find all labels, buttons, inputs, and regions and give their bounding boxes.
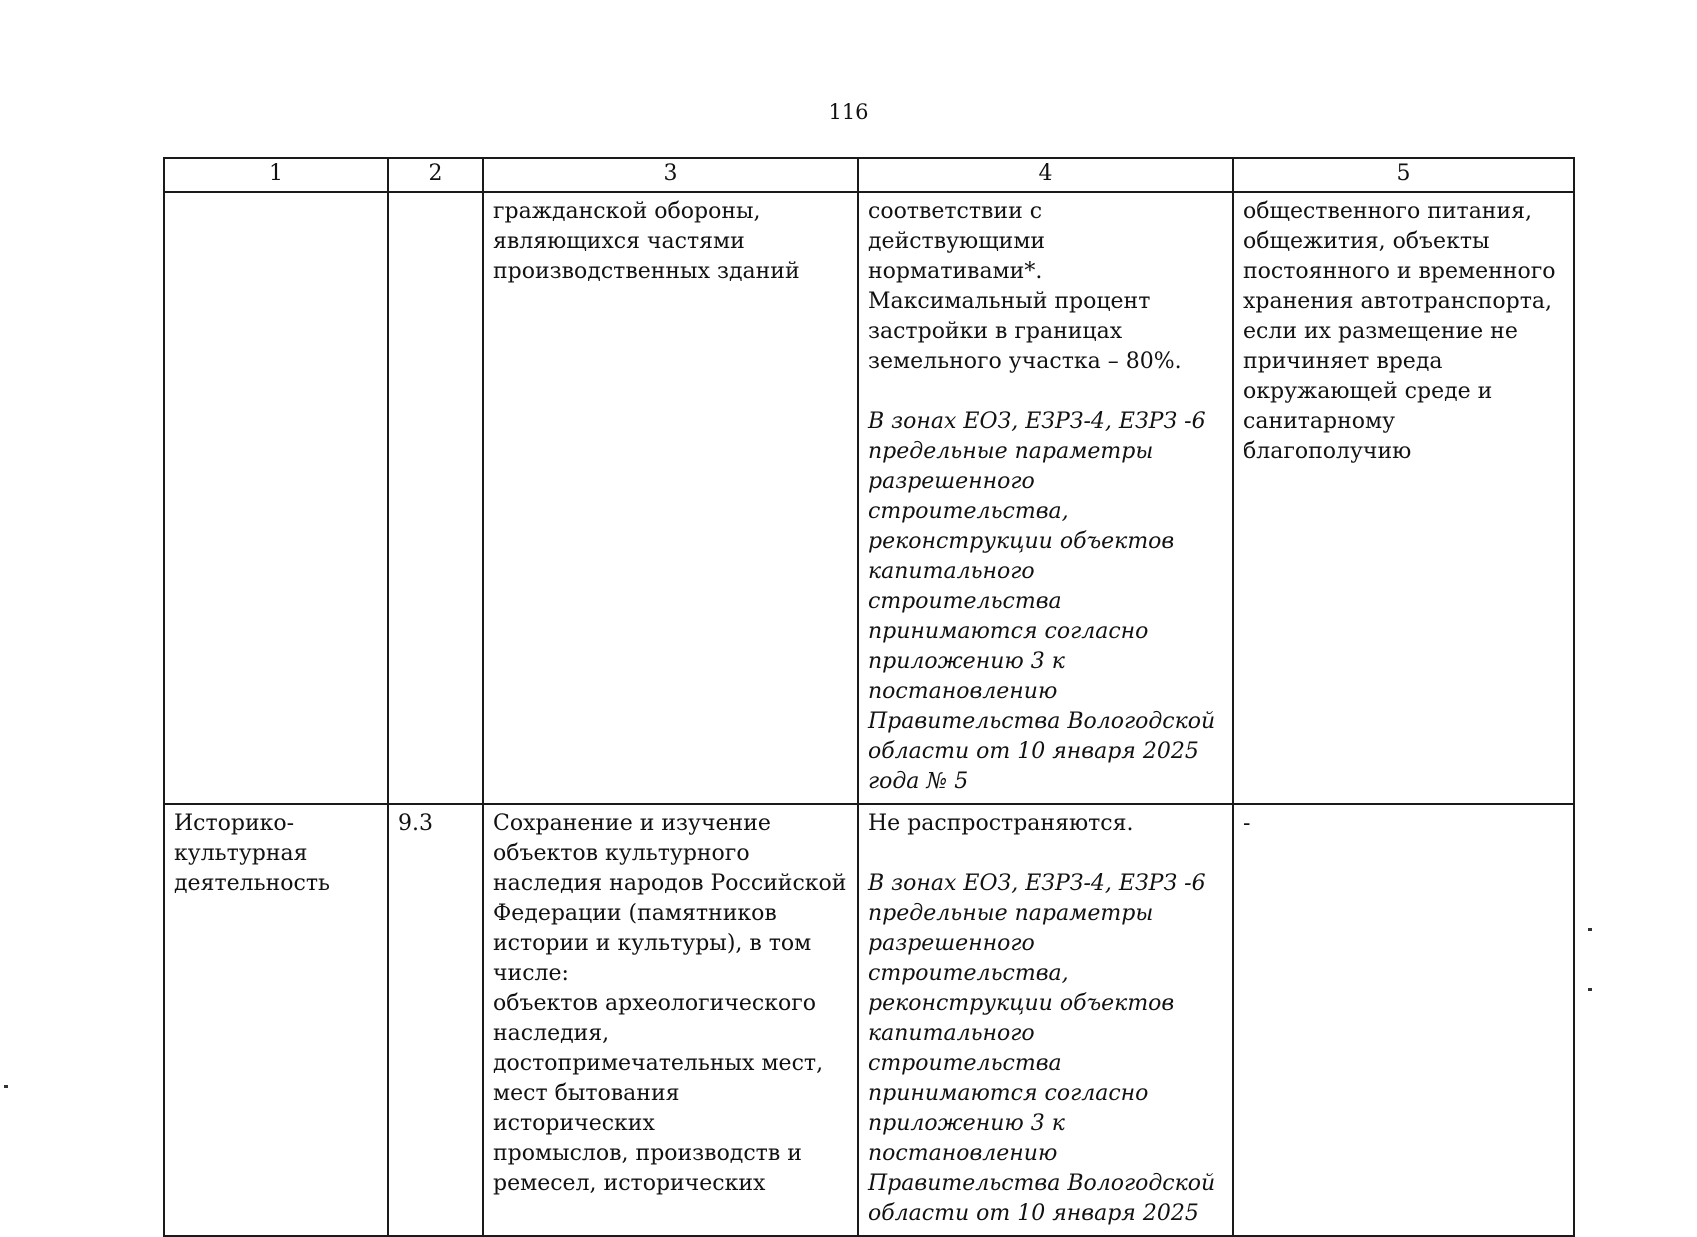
table-row (164, 192, 1574, 804)
row1-conditional-uses: общественного питания, общежития, объекты постоянного и временного хранения автотранспорта, если их размещение не причиняет вреда окружающей среде и санитарному благополучию (1243, 199, 1556, 464)
row2-use-name-cell (164, 804, 388, 1236)
regulations-table (163, 157, 1575, 1237)
paragraph-gap (868, 377, 1223, 407)
row2-use-name: Историко- культурная деятельность (174, 811, 330, 896)
row1-description: гражданской обороны, являющихся частями производственных зданий (493, 199, 800, 284)
row2-zone-parameters-note: В зонах ЕОЗ, ЕЗРЗ-4, ЕЗРЗ -6 предельные параметры разрешенного строительства, реконструкции объектов капитального строительства принимаются согласно приложению 3 к постановлению Правительства Вологодской области от 10 января 2025 (868, 871, 1216, 1226)
row2-description-cell (483, 804, 858, 1236)
row2-conditional-uses-cell (1233, 804, 1574, 1236)
column-header-1: 1 (164, 158, 388, 192)
row2-parameters-text: Не распространяются. (868, 811, 1134, 836)
table-row (164, 804, 1574, 1236)
column-header-2: 2 (388, 158, 483, 192)
row1-zone-parameters-note: В зонах ЕОЗ, ЕЗРЗ-4, ЕЗРЗ -6 предельные параметры разрешенного строительства, реконструкции объектов капитального строительства принимаются согласно приложению 3 к постановлению Правительства Вологодской области от 10 января 2025 года № 5 (868, 409, 1216, 794)
paragraph-gap (868, 839, 1223, 869)
row2-conditional-uses: - (1243, 811, 1251, 836)
row1-parameters-cell (858, 192, 1233, 804)
row2-parameters-cell (858, 804, 1233, 1236)
row2-code: 9.3 (398, 811, 433, 836)
row1-description-cell (483, 192, 858, 804)
row1-conditional-uses-cell (1233, 192, 1574, 804)
column-header-5: 5 (1233, 158, 1574, 192)
row1-code-cell (388, 192, 483, 804)
scan-dot (1588, 988, 1592, 991)
column-header-3: 3 (483, 158, 858, 192)
row1-parameters-text: соответствии с действующими нормативами*. Максимальный процент застройки в границах земельного участка – 80%. (868, 199, 1182, 374)
scan-dot (4, 1085, 8, 1088)
page-number: 116 (828, 100, 869, 124)
row2-code-cell (388, 804, 483, 1236)
row2-description: Сохранение и изучение объектов культурного наследия народов Российской Федерации (памятников истории и культуры), в том числе: объектов археологического наследия, достопримечательных мест, мест бытования исторических промыслов, производств и ремесел, исторических (493, 811, 847, 1196)
column-header-4: 4 (858, 158, 1233, 192)
table-header-row (164, 158, 1574, 192)
scan-dot (1588, 928, 1592, 931)
row1-use-name-cell (164, 192, 388, 804)
